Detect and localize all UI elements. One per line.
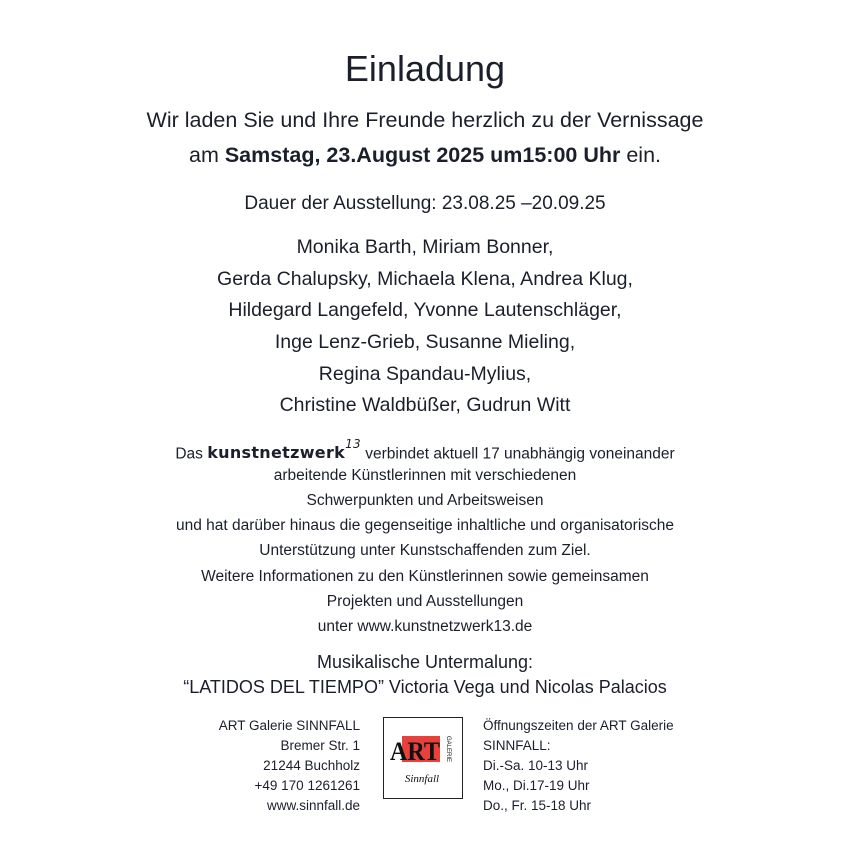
- logo-graphic: [384, 718, 461, 797]
- about-line: Projekten und Ausstellungen: [326, 593, 524, 610]
- artists-line: Christine Waldbüßer, Gudrun Witt: [279, 394, 571, 416]
- event-date-time: Samstag, 23.August 2025 um15:00 Uhr: [224, 143, 621, 167]
- art-galerie-sinnfall-logo: [383, 717, 463, 799]
- hours-row: Do., Fr. 15-18 Uhr: [483, 798, 592, 813]
- kunstnetzwerk-logo: [207, 437, 361, 463]
- music-performers: “LATIDOS DEL TIEMPO” Victoria Vega und Nicolas Palacios: [183, 677, 667, 697]
- invitation-line: Wir laden Sie und Ihre Freunde herzlich zu der Vernissage: [146, 108, 704, 132]
- logo-galerie: GALERIE: [445, 736, 451, 763]
- brand-text: kunstnetzwerk: [207, 443, 346, 463]
- logo-art: ART: [390, 737, 440, 766]
- artists-line: Monika Barth, Miriam Bonner,: [296, 236, 554, 258]
- opening-hours: [483, 716, 674, 816]
- about-line: und hat darüber hinaus die gegenseitige inhaltliche und organisatorische: [175, 517, 675, 534]
- music-label: Musikalische Untermalung:: [316, 652, 534, 672]
- gallery-website: www.sinnfall.de: [266, 798, 360, 813]
- artists-line: Gerda Chalupsky, Michaela Klena, Andrea Klug,: [217, 268, 633, 290]
- text: am: [189, 143, 225, 167]
- gallery-street: Bremer Str. 1: [280, 738, 360, 753]
- hours-row: Mo., Di.17-19 Uhr: [483, 778, 590, 793]
- brand-sup: 13: [345, 437, 361, 451]
- hours-row: Di.-Sa. 10-13 Uhr: [483, 758, 589, 773]
- about-line: [0, 437, 850, 463]
- about-line: arbeitende Künstlerinnen mit verschiedenen: [273, 467, 577, 484]
- hours-title: SINNFALL:: [483, 738, 551, 753]
- artists-line: Inge Lenz-Grieb, Susanne Mieling,: [274, 331, 576, 353]
- artists-line: Regina Spandau-Mylius,: [318, 363, 532, 385]
- invitation-date-line: [0, 143, 850, 168]
- gallery-address: [219, 716, 360, 816]
- logo-script: Sinnfall: [404, 773, 440, 785]
- kunstnetzwerk-link[interactable]: www.kunstnetzwerk13.de: [357, 618, 533, 635]
- about-line: Schwerpunkten und Arbeitsweisen: [306, 492, 544, 509]
- artists-line: Hildegard Langefeld, Yvonne Lautenschläger,: [228, 299, 622, 321]
- gallery-phone: +49 170 1261261: [254, 778, 360, 793]
- text: ein.: [620, 143, 661, 167]
- page-title: Einladung: [344, 48, 506, 89]
- hours-title: Öffnungszeiten der ART Galerie: [483, 718, 674, 733]
- exhibition-duration: Dauer der Ausstellung: 23.08.25 –20.09.25: [244, 193, 606, 214]
- text: verbindet aktuell 17 unabhängig voneinander: [360, 445, 675, 463]
- gallery-name: ART Galerie SINNFALL: [218, 718, 360, 733]
- about-line: Unterstützung unter Kunstschaffenden zum Ziel.: [259, 542, 591, 559]
- about-link-line: [0, 618, 850, 636]
- gallery-city: 21244 Buchholz: [263, 758, 360, 773]
- text: unter: [317, 618, 358, 635]
- about-line: Weitere Informationen zu den Künstlerinnen sowie gemeinsamen: [201, 568, 649, 585]
- text: Das: [175, 445, 208, 463]
